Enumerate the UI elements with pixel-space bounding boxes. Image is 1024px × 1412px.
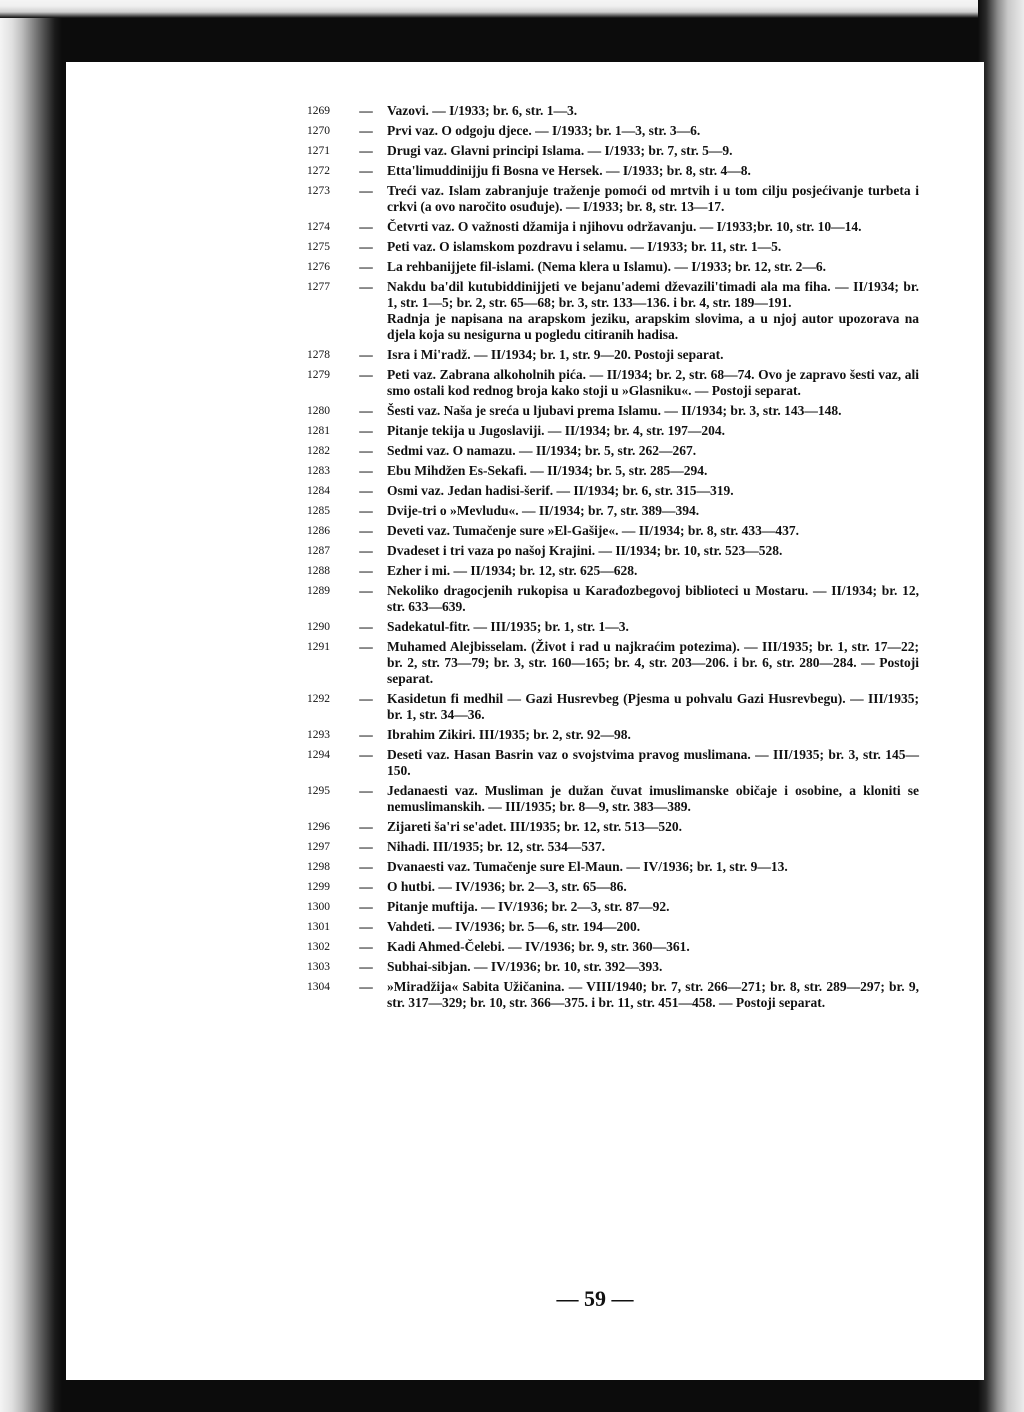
entry-number: 1292 — [307, 693, 330, 705]
entry-text — [387, 691, 919, 723]
entry-number: 1289 — [307, 585, 330, 597]
entry-citation: Nakdu ba'dil kutubiddinijjeti ve bejanu'ademi dževazili'timadi ala ma fiha. — II/1934; br. 1, str. 1—5; br. 2, str. 65—68; br. 3, str. 133—136. i br. 4, str. 189—191. — [387, 279, 919, 310]
bibliography-entry — [307, 259, 919, 275]
entry-number: 1286 — [307, 525, 330, 537]
entry-number: 1274 — [307, 221, 330, 233]
entry-text — [387, 103, 919, 119]
entry-text — [387, 423, 919, 439]
entry-text — [387, 163, 919, 179]
bibliography-entry — [307, 859, 919, 875]
entry-citation: Deveti vaz. Tumačenje sure »El-Gašije«. — II/1934; br. 8, str. 433—437. — [387, 523, 799, 538]
entry-citation: Treći vaz. Islam zabranjuje traženje pomoći od mrtvih i u tom cilju posjećivanje turbeta i crkvi (a ovo naročito osuđuje). — I/1933; br. 8, str. 13—17. — [387, 183, 919, 214]
entry-text — [387, 143, 919, 159]
bibliography-entry — [307, 819, 919, 835]
entry-citation: Dvanaesti vaz. Tumačenje sure El-Maun. — IV/1936; br. 1, str. 9—13. — [387, 859, 788, 874]
entry-text — [387, 443, 919, 459]
entry-number: 1301 — [307, 921, 330, 933]
entry-number: 1278 — [307, 349, 330, 361]
bibliography-entry — [307, 163, 919, 179]
entry-citation: Muhamed Alejbisselam. (Život i rad u najkraćim potezima). — III/1935; br. 1, str. 17—22; br. 2, str. 73—79; br. 3, str. 160—165; br. 4, str. 203—206. i br. 6, str. 280—284. — Postoji separat. — [387, 639, 919, 686]
entry-number: 1271 — [307, 145, 330, 157]
entry-dash: — — [359, 859, 373, 874]
entry-text — [387, 839, 919, 855]
entry-citation: »Miradžija« Sabita Užičanina. — VIII/1940; br. 7, str. 266—271; br. 8, str. 289—297; br. 9, str. 317—329; br. 10, str. 366—375. i br. 11, str. 451—458. — Postoji separat. — [387, 979, 919, 1010]
entry-text — [387, 279, 919, 343]
bibliography-entry — [307, 783, 919, 815]
entry-dash: — — [359, 939, 373, 954]
entry-citation: Etta'limuddinijju fi Bosna ve Hersek. — I/1933; br. 8, str. 4—8. — [387, 163, 751, 178]
entry-number: 1304 — [307, 981, 330, 993]
entry-citation: Sadekatul-fitr. — III/1935; br. 1, str. 1—3. — [387, 619, 629, 634]
scan-right-edge — [978, 0, 1024, 1412]
entry-dash: — — [359, 423, 373, 438]
entry-citation: Sedmi vaz. O namazu. — II/1934; br. 5, str. 262—267. — [387, 443, 697, 458]
entry-dash: — — [359, 279, 373, 294]
entry-number: 1290 — [307, 621, 330, 633]
bibliography-entry — [307, 979, 919, 1011]
entry-number: 1279 — [307, 369, 330, 381]
entry-dash: — — [359, 163, 373, 178]
entry-number: 1275 — [307, 241, 330, 253]
entry-citation: Dvadeset i tri vaza po našoj Krajini. — II/1934; br. 10, str. 523—528. — [387, 543, 783, 558]
entry-number: 1296 — [307, 821, 330, 833]
bibliography-entry — [307, 503, 919, 519]
entry-dash: — — [359, 123, 373, 138]
entry-dash: — — [359, 183, 373, 198]
bibliography-entry — [307, 239, 919, 255]
entry-number: 1277 — [307, 281, 330, 293]
entry-citation: Vazovi. — I/1933; br. 6, str. 1—3. — [387, 103, 578, 118]
entry-text — [387, 959, 919, 975]
entry-citation: Osmi vaz. Jedan hadisi-šerif. — II/1934; br. 6, str. 315—319. — [387, 483, 734, 498]
entry-dash: — — [359, 899, 373, 914]
entry-note: Radnja je napisana na arapskom jeziku, arapskim slovima, a u njoj autor upozorava na djela koja su nesigurna u pogledu citiranih hadisa. — [387, 311, 919, 342]
entry-dash: — — [359, 747, 373, 762]
bibliography-entry — [307, 879, 919, 895]
entry-dash: — — [359, 543, 373, 558]
entry-citation: Deseti vaz. Hasan Basrin vaz o svojstvima pravog muslimana. — III/1935; br. 3, str. 145—150. — [387, 747, 919, 778]
bibliography-entry — [307, 463, 919, 479]
entry-citation: Nihadi. III/1935; br. 12, str. 534—537. — [387, 839, 606, 854]
entry-dash: — — [359, 239, 373, 254]
entry-number: 1298 — [307, 861, 330, 873]
bibliography-entry — [307, 839, 919, 855]
entry-text — [387, 939, 919, 955]
entry-dash: — — [359, 347, 373, 362]
entry-text — [387, 483, 919, 499]
bibliography-entry — [307, 367, 919, 399]
entry-text — [387, 619, 919, 635]
entry-citation: Kasidetun fi medhil — Gazi Husrevbeg (Pjesma u pohvalu Gazi Husrevbegu). — III/1935; br. 1, str. 34—36. — [387, 691, 919, 722]
bibliography-entry — [307, 563, 919, 579]
entry-text — [387, 563, 919, 579]
bibliography-entry — [307, 483, 919, 499]
entry-dash: — — [359, 503, 373, 518]
entry-text — [387, 727, 919, 743]
entry-text — [387, 899, 919, 915]
bibliography-list — [307, 103, 919, 1015]
entry-dash: — — [359, 367, 373, 382]
entry-number: 1297 — [307, 841, 330, 853]
entry-text — [387, 347, 919, 363]
entry-text — [387, 367, 919, 399]
bibliography-entry — [307, 899, 919, 915]
entry-text — [387, 463, 919, 479]
entry-number: 1299 — [307, 881, 330, 893]
entry-number: 1303 — [307, 961, 330, 973]
bibliography-entry — [307, 423, 919, 439]
entry-number: 1294 — [307, 749, 330, 761]
bibliography-entry — [307, 619, 919, 635]
entry-citation: Isra i Mi'radž. — II/1934; br. 1, str. 9—20. Postoji separat. — [387, 347, 724, 362]
entry-number: 1272 — [307, 165, 330, 177]
entry-dash: — — [359, 819, 373, 834]
bibliography-entry — [307, 939, 919, 955]
entry-dash: — — [359, 583, 373, 598]
bibliography-entry — [307, 727, 919, 743]
entry-citation: Zijareti ša'ri se'adet. III/1935; br. 12, str. 513—520. — [387, 819, 682, 834]
entry-dash: — — [359, 219, 373, 234]
entry-text — [387, 123, 919, 139]
page-number: — 59 — — [556, 1286, 634, 1311]
entry-number: 1295 — [307, 785, 330, 797]
entry-dash: — — [359, 443, 373, 458]
entry-dash: — — [359, 979, 373, 994]
entry-dash: — — [359, 619, 373, 634]
entry-citation: Vahdeti. — IV/1936; br. 5—6, str. 194—200. — [387, 919, 641, 934]
entry-text — [387, 219, 919, 235]
entry-text — [387, 859, 919, 875]
bibliography-entry — [307, 183, 919, 215]
entry-citation: Pitanje tekija u Jugoslaviji. — II/1934; br. 4, str. 197—204. — [387, 423, 726, 438]
entry-number: 1287 — [307, 545, 330, 557]
entry-number: 1285 — [307, 505, 330, 517]
entry-dash: — — [359, 879, 373, 894]
bibliography-entry — [307, 279, 919, 343]
entry-citation: Peti vaz. Zabrana alkoholnih pića. — II/1934; br. 2, str. 68—74. Ovo je zapravo šesti vaz, ali smo ostali kod rednog broja kako stoji u »Glasniku«. — Postoji separat. — [387, 367, 919, 398]
entry-dash: — — [359, 483, 373, 498]
bibliography-entry — [307, 691, 919, 723]
entry-text — [387, 503, 919, 519]
entry-dash: — — [359, 783, 373, 798]
entry-number: 1273 — [307, 185, 330, 197]
entry-text — [387, 543, 919, 559]
entry-citation: Ezher i mi. — II/1934; br. 12, str. 625—628. — [387, 563, 638, 578]
entry-dash: — — [359, 563, 373, 578]
entry-citation: Peti vaz. O islamskom pozdravu i selamu. — I/1933; br. 11, str. 1—5. — [387, 239, 782, 254]
entry-text — [387, 919, 919, 935]
entry-number: 1288 — [307, 565, 330, 577]
bibliography-entry — [307, 123, 919, 139]
entry-dash: — — [359, 403, 373, 418]
entry-number: 1281 — [307, 425, 330, 437]
bibliography-entry — [307, 219, 919, 235]
bibliography-entry — [307, 403, 919, 419]
entry-text — [387, 879, 919, 895]
entry-number: 1282 — [307, 445, 330, 457]
entry-citation: Pitanje muftija. — IV/1936; br. 2—3, str. 87—92. — [387, 899, 670, 914]
entry-number: 1280 — [307, 405, 330, 417]
bibliography-entry — [307, 543, 919, 559]
entry-citation: Šesti vaz. Naša je sreća u ljubavi prema Islamu. — II/1934; br. 3, str. 143—148. — [387, 403, 842, 418]
entry-dash: — — [359, 143, 373, 158]
entry-dash: — — [359, 959, 373, 974]
entry-dash: — — [359, 259, 373, 274]
entry-text — [387, 183, 919, 215]
entry-dash: — — [359, 639, 373, 654]
entry-text — [387, 747, 919, 779]
entry-citation: Jedanaesti vaz. Musliman je dužan čuvat imuslimanske običaje i osobine, a kloniti se nemuslimanskih. — III/1935; br. 8—9, str. 383—389. — [387, 783, 919, 814]
bibliography-entry — [307, 103, 919, 119]
entry-text — [387, 819, 919, 835]
bibliography-entry — [307, 443, 919, 459]
bibliography-entry — [307, 583, 919, 615]
entry-citation: Subhai-sibjan. — IV/1936; br. 10, str. 392—393. — [387, 959, 663, 974]
bibliography-entry — [307, 523, 919, 539]
entry-citation: Kadi Ahmed-Čelebi. — IV/1936; br. 9, str. 360—361. — [387, 939, 690, 954]
entry-dash: — — [359, 103, 373, 118]
entry-dash: — — [359, 839, 373, 854]
bibliography-entry — [307, 639, 919, 687]
entry-dash: — — [359, 919, 373, 934]
entry-dash: — — [359, 523, 373, 538]
entry-number: 1300 — [307, 901, 330, 913]
entry-number: 1276 — [307, 261, 330, 273]
entry-citation: O hutbi. — IV/1936; br. 2—3, str. 65—86. — [387, 879, 627, 894]
entry-number: 1302 — [307, 941, 330, 953]
bibliography-entry — [307, 347, 919, 363]
entry-dash: — — [359, 463, 373, 478]
entry-number: 1270 — [307, 125, 330, 137]
scan-left-edge — [0, 0, 62, 1412]
entry-citation: Ibrahim Zikiri. III/1935; br. 2, str. 92—98. — [387, 727, 631, 742]
entry-text — [387, 403, 919, 419]
entry-text — [387, 583, 919, 615]
entry-dash: — — [359, 727, 373, 742]
entry-number: 1283 — [307, 465, 330, 477]
bibliography-entry — [307, 959, 919, 975]
bibliography-entry — [307, 747, 919, 779]
entry-text — [387, 783, 919, 815]
entry-number: 1284 — [307, 485, 330, 497]
entry-text — [387, 239, 919, 255]
entry-text — [387, 523, 919, 539]
entry-number: 1291 — [307, 641, 330, 653]
entry-citation: Prvi vaz. O odgoju djece. — I/1933; br. 1—3, str. 3—6. — [387, 123, 701, 138]
entry-text — [387, 639, 919, 687]
bibliography-entry — [307, 143, 919, 159]
entry-citation: Četvrti vaz. O važnosti džamija i njihovu održavanju. — I/1933;br. 10, str. 10—14. — [387, 219, 862, 234]
entry-citation: Dvije-tri o »Mevludu«. — II/1934; br. 7, str. 389—394. — [387, 503, 700, 518]
entry-citation: Ebu Mihdžen Es-Sekafi. — II/1934; br. 5, str. 285—294. — [387, 463, 708, 478]
entry-text — [387, 979, 919, 1011]
entry-citation: Drugi vaz. Glavni principi Islama. — I/1933; br. 7, str. 5—9. — [387, 143, 733, 158]
entry-number: 1293 — [307, 729, 330, 741]
entry-number: 1269 — [307, 105, 330, 117]
entry-text — [387, 259, 919, 275]
entry-dash: — — [359, 691, 373, 706]
entry-citation: Nekoliko dragocjenih rukopisa u Karađozbegovoj biblioteci u Mostaru. — II/1934; br. 12, str. 633—639. — [387, 583, 919, 614]
entry-citation: La rehbanijjete fil-islami. (Nema klera u Islamu). — I/1933; br. 12, str. 2—6. — [387, 259, 826, 274]
bibliography-entry — [307, 919, 919, 935]
scan-top-edge — [0, 0, 1024, 18]
